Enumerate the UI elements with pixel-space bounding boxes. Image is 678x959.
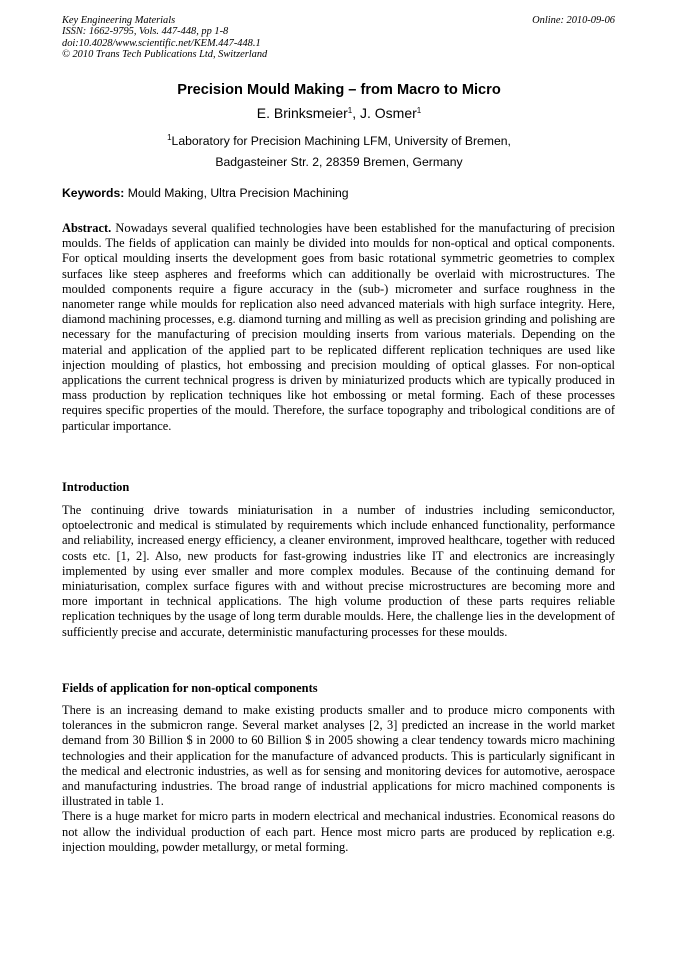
paper-title: Precision Mould Making – from Macro to Micro — [177, 82, 501, 98]
affiliation-line-2: Badgasteiner Str. 2, 28359 Bremen, Germany — [215, 155, 463, 169]
issn-line: ISSN: 1662-9795, Vols. 447-448, pp 1-8 — [62, 26, 229, 38]
keywords — [62, 186, 349, 200]
journal-header — [62, 15, 267, 61]
author-1: E. Brinksmeier — [256, 105, 348, 121]
author-2: J. Osmer — [360, 105, 417, 121]
author-1-affil-mark: 1 — [347, 106, 353, 115]
fields-paragraph-2: There is a huge market for micro parts in modern electrical and mechanical industries. Economical reasons do not allow the individual production of each part. Hence most micro parts are produced by replication e.g. injection moulding, powder metallurgy, or metal forming. — [62, 809, 615, 854]
abstract — [62, 221, 615, 434]
journal-name: Key Engineering Materials — [62, 15, 176, 26]
copyright-line: © 2010 Trans Tech Publications Ltd, Switzerland — [62, 49, 268, 61]
intro-heading: Introduction — [62, 480, 130, 494]
abstract-label: Abstract. — [62, 221, 112, 235]
abstract-text: Nowadays several qualified technologies have been established for the manufacturing of precision moulds. The fields of application can mainly be divided into moulds for non-optical and optical components. For optical moulding inserts the development goes from basic rotational symmetric geometries to complex surfaces like steep aspheres and freeforms which can additionally be overlaid with microstructures. The moulded components require a figure accuracy in the (sub-) micrometer and surface roughness in the nanometer range while moulds for replication also need advanced materials with high surface integrity. Here, diamond machining processes, e.g. diamond turning and milling as well as precision grinding and polishing are necessary for the manufacturing of precision moulding inserts from various materials. Depending on the material and application of the applied part to be replicated different replication techniques are used like injection moulding of plastics, hot embossing and precision moulding of optical glasses. For non-optical applications the current technical progress is driven by miniaturized products which are typically produced in mass production by replication techniques like hot embossing or metal forming. Each of these processes requires specific properties of the mould. Therefore, the surface topography and tribological conditions are of particular importance. — [62, 221, 615, 433]
keywords-text: Mould Making, Ultra Precision Machining — [127, 186, 349, 200]
doi-line: doi:10.4028/www.scientific.net/KEM.447-448.1 — [62, 37, 261, 49]
intro-paragraph: The continuing drive towards miniaturisation in a number of industries including semiconductor, optoelectronic and medical is stimulated by requirements which include enhanced functionality, performance and reliability, increased energy efficiency, a cleaner environment, improved healthcare, together with reduced costs etc. [1, 2]. Also, new products for fast-growing industries like IT and electronics are increasingly implemented by using ever smaller and more complex modules. Because of the continuing demand for miniaturisation, complex surface figures with and without precise microstructures are becoming more and more important in technical applications. The high volume production of these parts requires reliable replication techniques by the usage of long term durable moulds. Here, the challenge lies in the development of sufficiently precise and accurate, deterministic manufacturing processes for these moulds. — [62, 503, 615, 639]
affiliation — [0, 131, 678, 173]
online-date: Online: 2010-09-06 — [532, 15, 615, 26]
affil-mark: 1 — [167, 133, 172, 142]
fields-paragraph-1: There is an increasing demand to make existing products smaller and to produce micro components with tolerances in the submicron range. Several market analyses [2, 3] predicted an increase in the world market demand from 30 Billion $ in 2000 to 60 Billion $ in 2005 showing a clear tendency towards micro machining technologies and their application for the manufacture of advanced products. This is particularly significant in the medical and electronic industries, as well as for sensing and monitoring devices for automotive, aerospace and manufacturing industries. The broad range of industrial applications for micro machined components is illustrated in table 1. — [62, 703, 615, 809]
keywords-label: Keywords: — [62, 186, 125, 200]
author-2-affil-mark: 1 — [416, 106, 422, 115]
authors: E. Brinksmeier$^1$, J. Osmer$^1$ — [256, 105, 422, 121]
fields-heading: Fields of application for non-optical components — [62, 681, 318, 695]
fields-paragraphs — [62, 703, 615, 855]
affiliation-line-1: $^1$Laboratory for Precision Machining LFM, University of Bremen, — [167, 133, 511, 148]
